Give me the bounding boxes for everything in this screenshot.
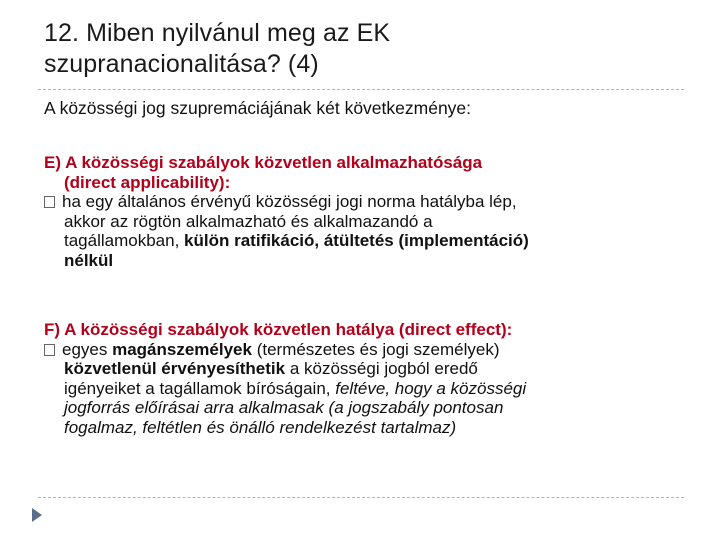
- section-f-bullet-line-1-tail: (természetes és jogi személyek): [251, 339, 500, 359]
- section-e-bullet: [44, 192, 684, 212]
- title-line-1: 12. Miben nyilvánul meg az EK: [44, 19, 391, 47]
- play-arrow-icon: [32, 508, 42, 522]
- square-bullet-icon: [44, 344, 55, 356]
- section-f-bullet-line-3-italic: feltéve, hogy a közösségi: [335, 378, 527, 398]
- section-e-bullet-line-4: nélkül: [64, 250, 114, 270]
- section-e-bullet-line-1: ha egy általános érvényű közösségi jogi norma hatályba lép,: [62, 192, 517, 211]
- section-f: [44, 320, 684, 437]
- square-bullet-icon: [44, 196, 55, 208]
- section-f-heading-tail: (direct effect):: [398, 320, 513, 339]
- page-title: [44, 18, 684, 80]
- section-e-bullet-line-3: [44, 231, 684, 251]
- section-f-bullet-line-3-text: igényeiket a tagállamok bíróságain,: [64, 378, 336, 398]
- section-f-bullet-line-2: [44, 359, 684, 379]
- title-line-2: szupranacionalitása? (4): [44, 50, 319, 78]
- section-f-heading-text: F) A közösségi szabályok közvetlen hatálya: [44, 320, 399, 339]
- section-f-heading: [44, 320, 684, 340]
- section-e-bullet-line-3-bold: külön ratifikáció, átültetés (implementáció): [184, 231, 529, 250]
- title-divider: [38, 89, 684, 90]
- section-f-bullet-line-1-bold: magánszemélyek: [112, 339, 252, 359]
- section-e-heading-line-2: (direct applicability):: [64, 172, 231, 192]
- section-f-bullet-line-2-bold: közvetlenül érvényesíthetik: [64, 359, 286, 378]
- section-f-bullet-line-3: [44, 379, 684, 399]
- section-f-bullet: [44, 340, 684, 360]
- section-e-heading-line-1: E) A közösségi szabályok közvetlen alkalmazhatósága: [44, 153, 483, 172]
- section-e-bullet-line-3-text: tagállamokban,: [64, 231, 185, 250]
- section-e-bullet-line-2: akkor az rögtön alkalmazható és alkalmazandó a: [64, 211, 433, 231]
- section-f-bullet-line-5: fogalmaz, feltétlen és önálló rendelkezést tartalmaz): [64, 417, 457, 437]
- section-f-bullet-line-1-text: egyes: [62, 339, 113, 359]
- section-f-bullet-line-4: jogforrás előírásai arra alkalmasak (a jogszabály pontosan: [64, 398, 504, 417]
- intro-text: A közösségi jog szupremáciájának két következménye:: [44, 98, 472, 118]
- section-f-bullet-line-2-tail: a közösségi jogból eredő: [285, 359, 478, 378]
- section-e: [44, 153, 684, 270]
- footer-divider: [38, 497, 684, 498]
